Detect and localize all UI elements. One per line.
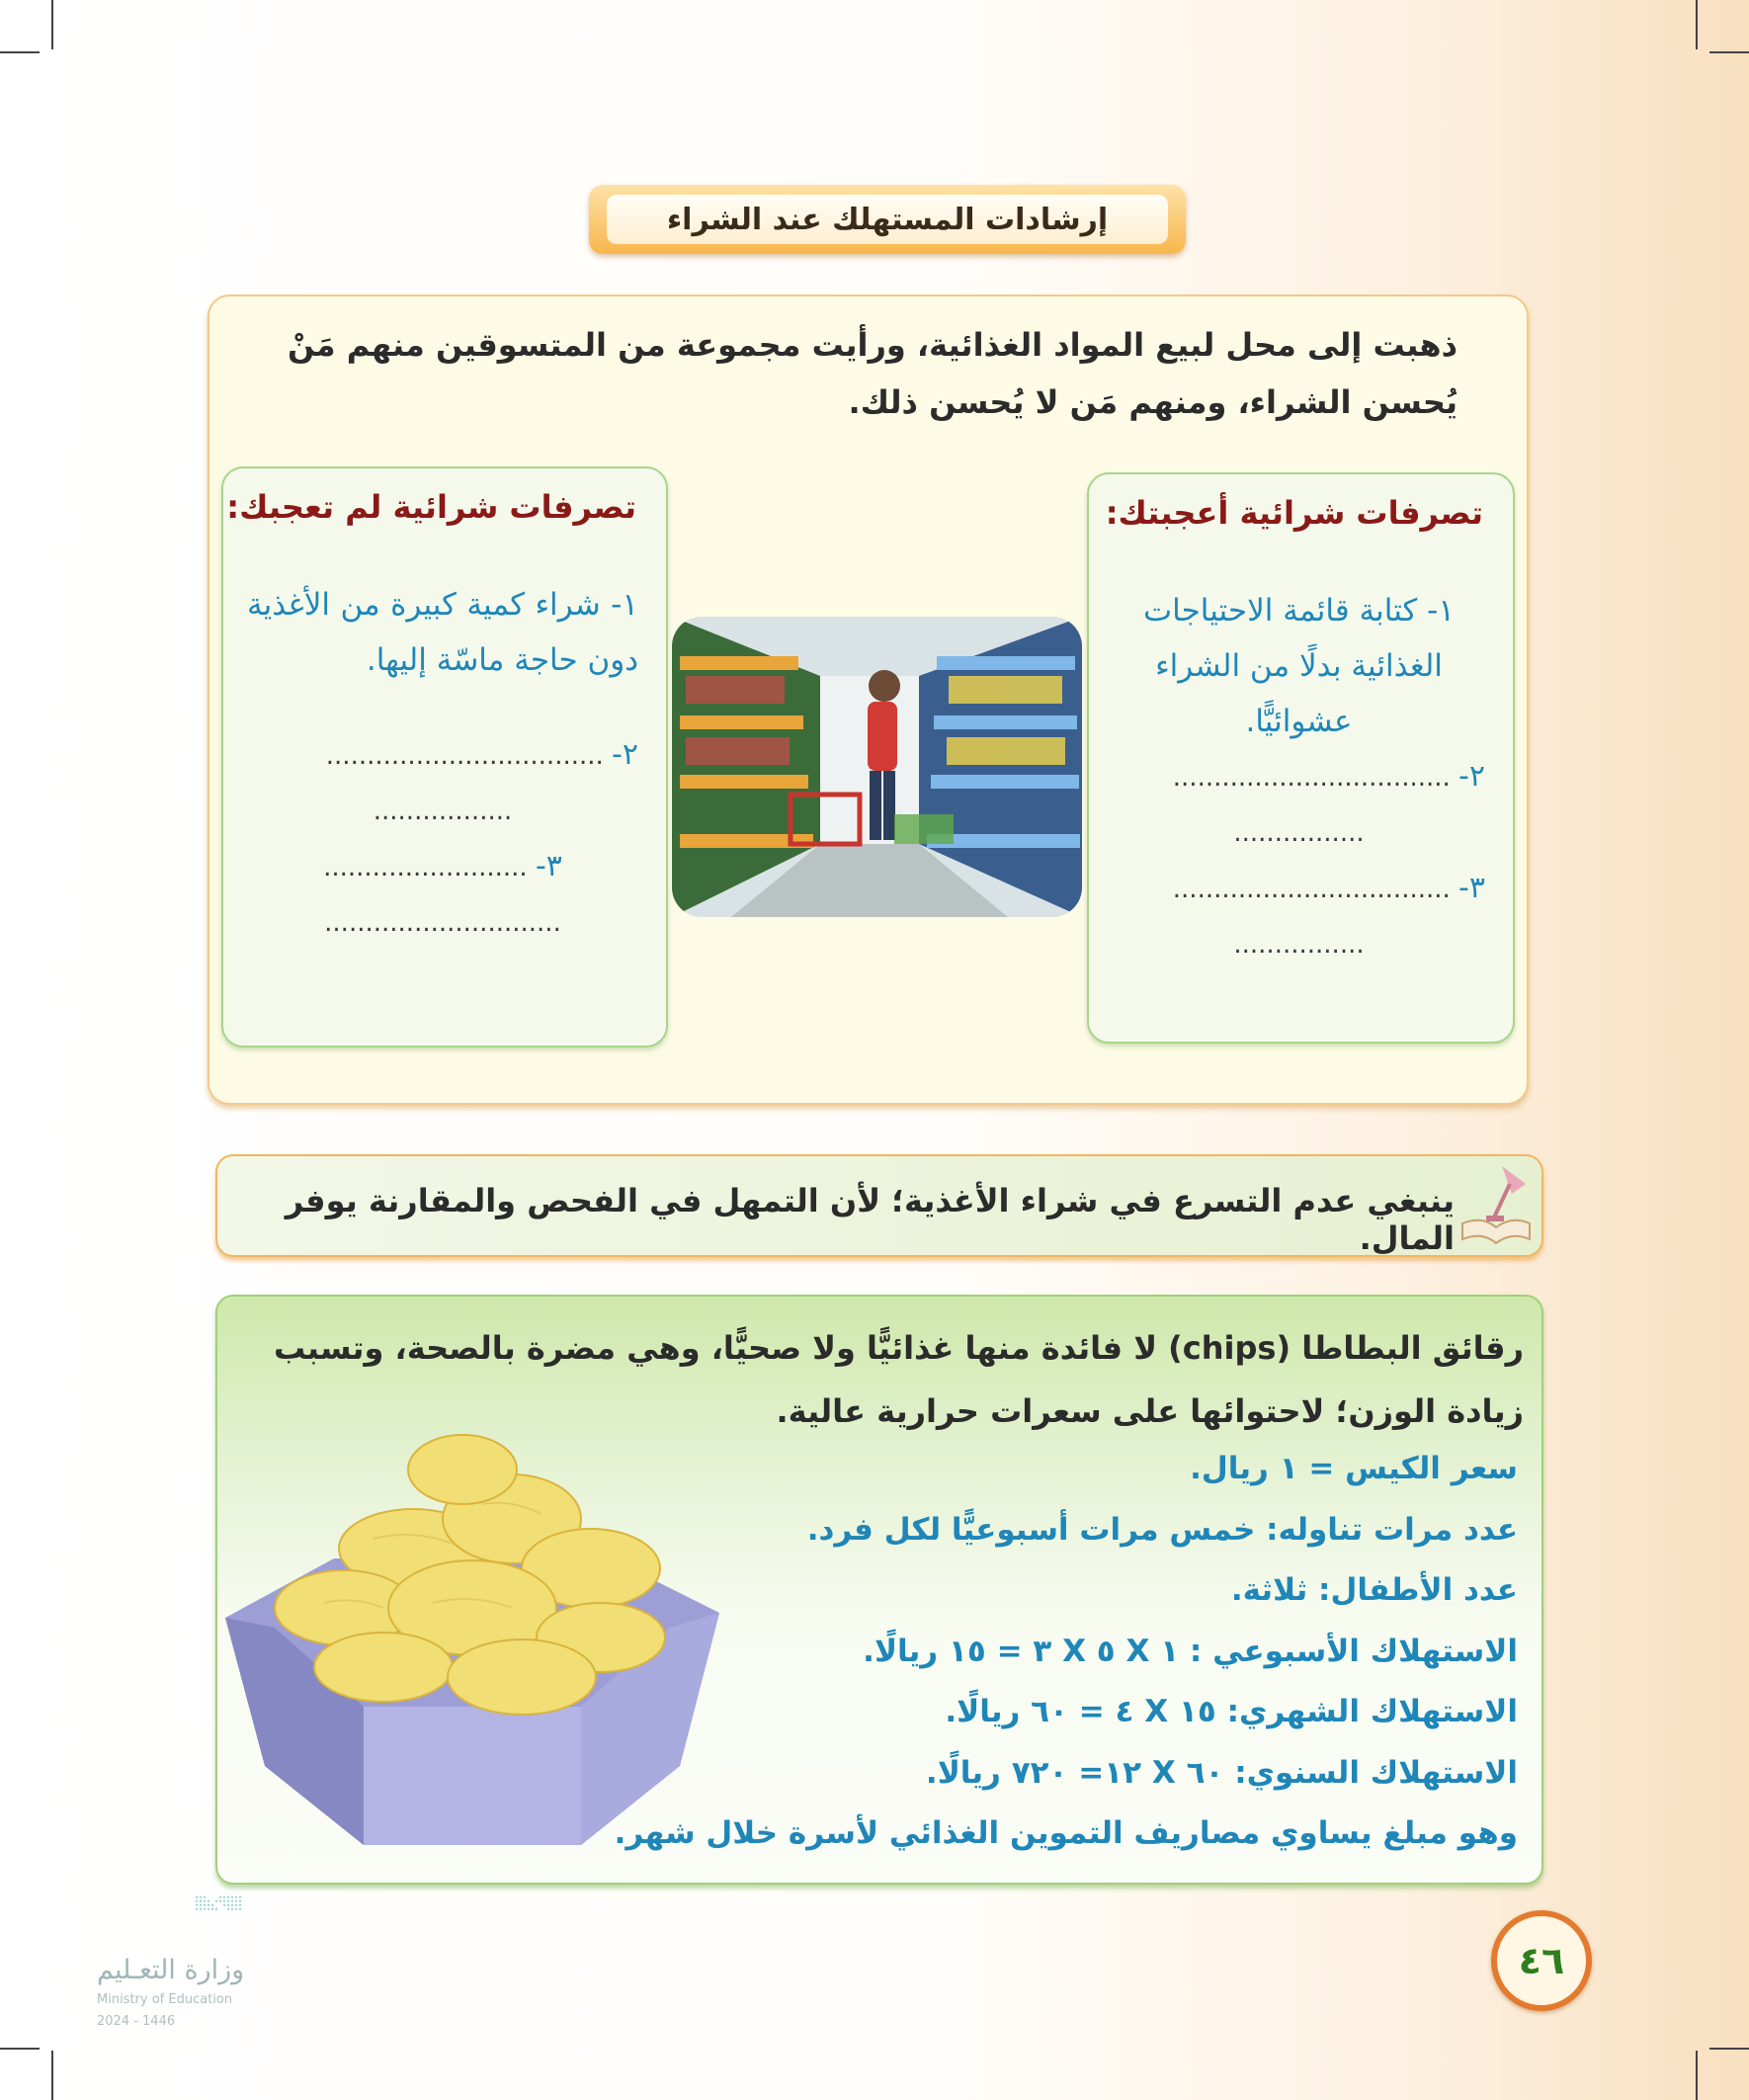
section-title: إرشادات المستهلك عند الشراء <box>607 195 1168 244</box>
desk-lamp-book-icon <box>1457 1160 1534 1249</box>
monthly-consumption-line: الاستهلاك الشهري: ١٥ X ٤ = ٦٠ ريالًا. <box>945 1694 1518 1729</box>
crop-mark <box>1696 2051 1698 2100</box>
tip-strip <box>215 1154 1543 1257</box>
supermarket-aisle-photo <box>672 617 1082 917</box>
liked-behaviors-panel <box>1087 472 1515 1044</box>
disliked-item-3-number: ٣- <box>535 849 562 883</box>
bag-price-line: سعر الكيس = ١ ريال. <box>1190 1451 1518 1486</box>
frequency-line: عدد مرات تناوله: خمس مرات أسبوعيًّا لكل فرد. <box>806 1511 1518 1548</box>
liked-item-2-blank: .................................. <box>1172 763 1451 793</box>
disliked-item-1: ١- شراء كمية كبيرة من الأغذية دون حاجة ماسّة إليها. <box>247 587 638 678</box>
scenario-intro: ذهبت إلى محل لبيع المواد الغذائية، ورأيت مجموعة من المتسوقين منهم مَنْ يُحسن الشراء، ومنهم مَن لا يُحسن ذلك. <box>288 326 1458 421</box>
liked-item-3-number: ٣- <box>1458 871 1485 905</box>
liked-item-2[interactable] <box>1113 749 1485 805</box>
yearly-consumption-line: الاستهلاك السنوي: ٦٠ X ١٢= ٧٢٠ ريالًا. <box>925 1754 1518 1791</box>
weekly-consumption-line: الاستهلاك الأسبوعي : ١ X ٥ X ٣ = ١٥ ريالًا. <box>863 1633 1518 1669</box>
crop-mark <box>0 2048 40 2050</box>
liked-panel-title: تصرفات شرائية أعجبتك: <box>1105 494 1483 532</box>
disliked-item-3-blank: ......................... <box>323 853 528 882</box>
children-count-line: عدد الأطفال: ثلاثة. <box>1230 1572 1518 1608</box>
section-header <box>589 185 1186 254</box>
crop-mark <box>1696 0 1698 49</box>
disliked-item-2-continued: ................. <box>373 797 513 826</box>
disliked-item-2[interactable] <box>247 727 638 784</box>
chips-box <box>215 1295 1543 1885</box>
crop-mark <box>51 2051 53 2100</box>
crop-mark <box>51 0 53 49</box>
disliked-panel-title: تصرفات شرائية لم تعجبك: <box>226 488 636 526</box>
ministry-logo-dots-icon <box>94 1892 331 1952</box>
liked-item-3-continued: ................ <box>1233 930 1365 960</box>
chips-bowl-photo <box>215 1410 729 1875</box>
disliked-item-2-blank: .................................. <box>325 741 604 771</box>
liked-item-3[interactable] <box>1113 861 1485 917</box>
crop-mark <box>0 51 40 53</box>
ministry-year: 2024 - 1446 <box>97 2014 176 2029</box>
crop-mark <box>1709 51 1749 53</box>
disliked-item-2-number: ٢- <box>612 737 638 772</box>
tip-text: ينبغي عدم التسرع في شراء الأغذية؛ لأن التمهل في الفحص والمقارنة يوفر المال. <box>285 1182 1455 1257</box>
disliked-item-3[interactable] <box>247 839 638 895</box>
consumption-calculation <box>615 1439 1518 1865</box>
liked-item-2-continued: ................ <box>1233 818 1365 848</box>
disliked-item-3-continued: ............................. <box>324 908 561 938</box>
conclusion-line: وهو مبلغ يساوي مصاريف التموين الغذائي لأسرة خلال شهر. <box>614 1815 1518 1851</box>
liked-item-3-blank: .................................. <box>1172 875 1451 904</box>
ministry-name-english: Ministry of Education <box>97 1992 233 2007</box>
liked-panel-body <box>1113 583 1485 972</box>
disliked-behaviors-panel <box>221 466 668 1048</box>
liked-item-1: ١- كتابة قائمة الاحتياجات الغذائية بدلًا من الشراء عشوائيًّا. <box>1142 593 1456 739</box>
disliked-panel-body <box>247 577 638 951</box>
chips-paragraph: رقائق البطاطا (chips) لا فائدة منها غذائيًّا ولا صحيًّا، وهي مضرة بالصحة، وتسبب زيادة الوزن؛ لاحتوائها على سعرات حرارية عالية. <box>274 1329 1524 1430</box>
crop-mark <box>1709 2048 1749 2050</box>
page-number: ٤٦ <box>1491 1910 1592 2011</box>
ministry-name-arabic: وزارة التعـليم <box>97 1955 245 1985</box>
liked-item-2-number: ٢- <box>1458 759 1485 794</box>
